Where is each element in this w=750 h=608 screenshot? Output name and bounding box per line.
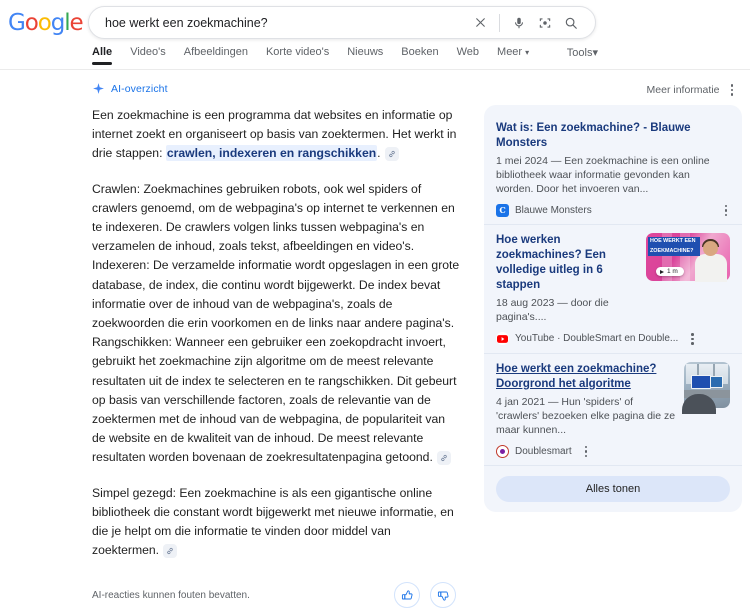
logo-letter: l: [64, 10, 70, 36]
source-site-name: YouTube · DoubleSmart en Double...: [515, 333, 679, 345]
ai-overview-panel: [0, 82, 470, 608]
tab-alle[interactable]: [92, 43, 122, 65]
ai-paragraph-4: [92, 333, 460, 467]
source-text: [496, 121, 730, 196]
link-icon[interactable]: [385, 147, 399, 161]
kebab-menu-icon[interactable]: [728, 82, 737, 98]
doublesmart-favicon: [496, 445, 509, 458]
source-text: [496, 362, 676, 437]
ai-paragraph-1-tail: .: [377, 146, 381, 161]
search-input[interactable]: [89, 16, 468, 30]
logo-letter: e: [69, 10, 83, 36]
tab-label: Nieuws: [347, 46, 384, 58]
page-header: [0, 0, 750, 43]
kebab-menu-icon[interactable]: [688, 331, 697, 347]
video-duration-label: 1 m: [667, 268, 678, 275]
thumbs-up-icon[interactable]: [394, 582, 420, 608]
source-body: [496, 362, 730, 437]
video-duration-badge: [656, 267, 684, 276]
ai-paragraph-2: Crawlen: Zoekmachines gebruiken robots, ook wel spiders of crawlers genoemd, om de webpagina's op internet te verkennen en te indexeren. De crawlers volgen links tussen webpagina's en verzamelen de inhoud, zoals tekst, afbeeldingen en video's.: [92, 181, 455, 254]
google-logo[interactable]: [8, 12, 83, 35]
thumbs-down-icon[interactable]: [430, 582, 456, 608]
feedback-buttons: [394, 582, 456, 608]
play-icon: [660, 270, 664, 274]
source-snippet: 4 jan 2021 — Hun 'spiders' of 'crawlers' bezoeken elke pagina die ze maar kunnen...: [496, 395, 676, 436]
ai-paragraph-5-text: Simpel gezegd: Een zoekmachine is als een gigantische online bibliotheek die constant wordt bijgewerkt met nieuwe informatie, en die je helpt om die informatie te vinden door middel van zoektermen.: [92, 485, 454, 558]
video-thumbnail[interactable]: [646, 233, 730, 281]
source-card[interactable]: [484, 354, 742, 467]
source-text: [496, 233, 638, 324]
microphone-icon[interactable]: [507, 11, 531, 35]
youtube-favicon: [496, 332, 509, 345]
tab-nieuws[interactable]: [347, 43, 393, 65]
source-title[interactable]: Hoe werken zoekmachines? Een volledige uitleg in 6 stappen: [496, 234, 606, 291]
tab-label: Meer: [497, 46, 523, 58]
ai-overview-badge: [92, 82, 460, 95]
tab-afbeeldingen[interactable]: [184, 43, 258, 65]
google-lens-icon[interactable]: [533, 11, 557, 35]
source-meta: [496, 444, 730, 460]
more-info-link[interactable]: Meer informatie: [646, 83, 720, 96]
ai-paragraph-1: [92, 106, 460, 164]
logo-letter: G: [8, 10, 25, 36]
logo-letter: o: [24, 10, 38, 36]
source-card[interactable]: [484, 113, 742, 226]
ai-overview-label: AI-overzicht: [111, 82, 168, 95]
source-meta: [496, 331, 730, 347]
search-nav-bar: [0, 43, 750, 70]
show-all-button[interactable]: Alles tonen: [496, 476, 730, 502]
link-icon[interactable]: [437, 451, 451, 465]
tab-meer[interactable]: [497, 43, 539, 65]
nav-tabs: [92, 43, 547, 65]
source-title[interactable]: Hoe werkt een zoekmachine? Doorgrond het algoritme: [496, 362, 657, 390]
source-snippet: 18 aug 2023 — door die pagina's....: [496, 297, 609, 323]
thumbnail-overlay-text: [648, 237, 700, 256]
article-thumbnail[interactable]: [684, 362, 730, 408]
chevron-down-icon: ▾: [592, 47, 598, 59]
thumbnail-overlay-line1: HOE WERKT EEN: [648, 237, 700, 247]
close-icon[interactable]: [468, 11, 492, 35]
source-meta: [496, 203, 730, 219]
tab-label: Web: [456, 46, 480, 58]
kebab-menu-icon[interactable]: [722, 203, 731, 219]
search-bar-icons: [468, 11, 595, 35]
source-site-name: Blauwe Monsters: [515, 204, 592, 216]
sparkle-icon: [92, 82, 105, 95]
sources-panel: [484, 105, 742, 513]
tab-label: Afbeeldingen: [183, 46, 248, 58]
tab-videos[interactable]: [130, 43, 176, 65]
tools-label: Tools: [566, 47, 593, 59]
source-card[interactable]: [484, 225, 742, 354]
tools-button[interactable]: [567, 46, 598, 59]
ai-paragraph-4-text: Rangschikken: Wanneer een gebruiker een zoekopdracht invoert, gebruikt het zoekmachine zijn algoritme om de meest relevante resultaten uit de index te selecteren en te rangschikken. Dit gebeurt op basis van verschillende factoren, zoals de relevantie van de zoektermen met de inhoud van de webpagina, de populariteit van de website en de kwaliteit van de inhoud. De meest relevante resultaten worden bovenaan de zoekresultatenpagina getoond.: [92, 335, 457, 465]
sidebar-header: [484, 82, 742, 105]
logo-letter: o: [37, 10, 51, 36]
thumbnail-overlay-line2: ZOEKMACHINE?: [648, 247, 700, 257]
ai-disclaimer: AI-reacties kunnen fouten bevatten.: [92, 589, 250, 601]
blauwe-monsters-favicon: C: [496, 204, 509, 217]
tab-label: Boeken: [401, 46, 439, 58]
ai-highlighted-phrase: crawlen, indexeren en rangschikken: [166, 146, 377, 161]
ai-overview-footer: [92, 582, 460, 608]
sources-sidebar: [484, 82, 742, 512]
source-body: [496, 121, 730, 196]
tab-web[interactable]: [457, 43, 489, 65]
ai-paragraph-3: Indexeren: De verzamelde informatie wordt opgeslagen in een grote database, de index, die continu wordt bijgewerkt. De index bevat informatie over de inhoud van de webpagina's, zoals de zoekwoorden die erin voorkomen en de links naar andere pagina's.: [92, 258, 460, 331]
source-title[interactable]: Wat is: Een zoekmachine? - Blauwe Monsters: [496, 121, 691, 149]
ai-paragraph-5: [92, 484, 460, 561]
source-snippet: 1 mei 2024 — Een zoekmachine is een online bibliotheek waar informatie gevonden kan worden. Door het invoeren van...: [496, 154, 710, 195]
tab-boeken[interactable]: [401, 43, 448, 65]
tab-label: Video's: [130, 46, 166, 58]
chevron-down-icon: ▾: [525, 48, 530, 57]
tab-label: Korte video's: [265, 46, 330, 58]
source-site-name: Doublesmart: [515, 445, 572, 457]
search-bar[interactable]: [88, 6, 596, 39]
ai-paragraph-1-text: Een zoekmachine is een programma dat websites en informatie op internet zoekt en organiseert op basis van zoektermen. Het werkt in drie stappen:: [92, 108, 457, 161]
search-icon[interactable]: [559, 11, 583, 35]
logo-letter: g: [50, 10, 65, 36]
divider: [499, 14, 500, 32]
tab-label: Alle: [92, 46, 113, 58]
tab-korte-videos[interactable]: [266, 43, 339, 65]
kebab-menu-icon[interactable]: [582, 444, 591, 460]
results-area: [0, 70, 750, 608]
source-body: [496, 233, 730, 324]
link-icon[interactable]: [163, 544, 177, 558]
